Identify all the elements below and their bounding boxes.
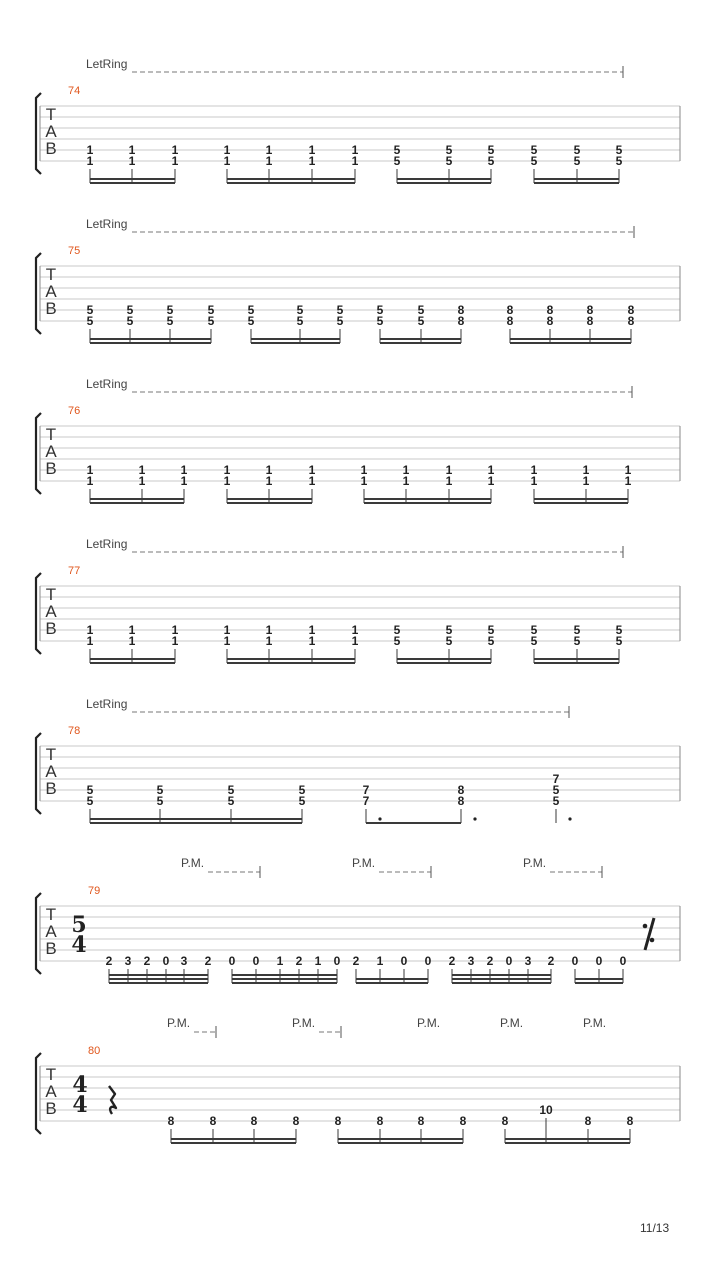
tab-clef-letter: B bbox=[45, 299, 57, 318]
fret-number: 1 bbox=[530, 463, 538, 477]
fret-number: 1 bbox=[360, 463, 368, 477]
fret-number: 1 bbox=[171, 143, 179, 157]
fret-number: 1 bbox=[376, 954, 384, 968]
fret-number: 5 bbox=[207, 314, 215, 328]
fret-number: 5 bbox=[376, 314, 384, 328]
fret-number: 8 bbox=[506, 303, 514, 317]
let-ring-label: LetRing bbox=[86, 217, 128, 231]
fret-number: 1 bbox=[265, 143, 273, 157]
fret-number: 5 bbox=[445, 623, 453, 637]
fret-number: 8 bbox=[626, 1114, 634, 1128]
fret-number: 0 bbox=[228, 954, 236, 968]
fret-number: 5 bbox=[530, 154, 538, 168]
fret-number: 1 bbox=[265, 623, 273, 637]
tab-clef-letter: A bbox=[45, 122, 57, 141]
tab-clef-letter: A bbox=[45, 922, 57, 941]
fret-number: 5 bbox=[86, 794, 94, 808]
palm-mute-label: P.M. bbox=[417, 1016, 441, 1030]
fret-number: 5 bbox=[376, 303, 384, 317]
fret-number: 0 bbox=[595, 954, 603, 968]
fret-number: 5 bbox=[247, 314, 255, 328]
fret-number: 1 bbox=[138, 463, 146, 477]
fret-number: 1 bbox=[360, 474, 368, 488]
fret-number: 0 bbox=[252, 954, 260, 968]
fret-number: 5 bbox=[207, 303, 215, 317]
fret-number: 1 bbox=[128, 143, 136, 157]
fret-number: 1 bbox=[582, 474, 590, 488]
fret-number: 7 bbox=[362, 783, 370, 797]
fret-number: 1 bbox=[308, 463, 316, 477]
rhythm-dot bbox=[473, 817, 476, 820]
tab-clef-letter: A bbox=[45, 762, 57, 781]
fret-number: 5 bbox=[296, 314, 304, 328]
fret-number: 1 bbox=[351, 143, 359, 157]
fret-number: 2 bbox=[448, 954, 456, 968]
fret-number: 5 bbox=[296, 303, 304, 317]
tab-clef-letter: A bbox=[45, 1082, 57, 1101]
tab-clef-letter: A bbox=[45, 442, 57, 461]
fret-number: 1 bbox=[487, 474, 495, 488]
fret-number: 5 bbox=[227, 794, 235, 808]
fret-number: 5 bbox=[86, 783, 94, 797]
fret-number: 1 bbox=[86, 463, 94, 477]
tab-clef-letter: A bbox=[45, 602, 57, 621]
fret-number: 1 bbox=[308, 623, 316, 637]
fret-number: 0 bbox=[505, 954, 513, 968]
tab-clef-letter: A bbox=[45, 282, 57, 301]
fret-number: 5 bbox=[126, 314, 134, 328]
fret-number: 5 bbox=[487, 634, 495, 648]
fret-number: 8 bbox=[457, 794, 465, 808]
measure-number: 75 bbox=[68, 245, 81, 257]
fret-number: 1 bbox=[308, 474, 316, 488]
measure-number: 76 bbox=[68, 405, 81, 417]
fret-number: 8 bbox=[457, 314, 465, 328]
fret-number: 5 bbox=[615, 623, 623, 637]
fret-number: 7 bbox=[362, 794, 370, 808]
fret-number: 8 bbox=[250, 1114, 258, 1128]
fret-number: 2 bbox=[105, 954, 113, 968]
fret-number: 0 bbox=[400, 954, 408, 968]
fret-number: 1 bbox=[223, 474, 231, 488]
fret-number: 1 bbox=[351, 154, 359, 168]
fret-number: 1 bbox=[223, 623, 231, 637]
fret-number: 5 bbox=[393, 154, 401, 168]
fret-number: 5 bbox=[156, 794, 164, 808]
fret-number: 1 bbox=[530, 474, 538, 488]
fret-number: 1 bbox=[86, 634, 94, 648]
fret-number: 1 bbox=[402, 463, 410, 477]
repeat-sign-dot bbox=[643, 924, 648, 929]
fret-number: 5 bbox=[530, 634, 538, 648]
fret-number: 1 bbox=[180, 463, 188, 477]
palm-mute-label: P.M. bbox=[583, 1016, 607, 1030]
palm-mute-label: P.M. bbox=[167, 1016, 191, 1030]
fret-number: 5 bbox=[417, 314, 425, 328]
tab-clef-letter: B bbox=[45, 619, 57, 638]
fret-number: 1 bbox=[128, 154, 136, 168]
fret-number: 5 bbox=[227, 783, 235, 797]
fret-number: 1 bbox=[86, 154, 94, 168]
fret-number: 5 bbox=[487, 623, 495, 637]
fret-number: 1 bbox=[445, 474, 453, 488]
rhythm-dot bbox=[568, 817, 571, 820]
fret-number: 8 bbox=[292, 1114, 300, 1128]
tab-clef-letter: B bbox=[45, 1099, 57, 1118]
fret-number: 8 bbox=[627, 314, 635, 328]
fret-number: 8 bbox=[501, 1114, 509, 1128]
let-ring-label: LetRing bbox=[86, 697, 128, 711]
measure-number: 74 bbox=[68, 85, 81, 97]
tab-clef-letter: T bbox=[45, 1065, 57, 1084]
fret-number: 0 bbox=[619, 954, 627, 968]
fret-number: 1 bbox=[128, 634, 136, 648]
fret-number: 8 bbox=[586, 314, 594, 328]
repeat-sign-dot bbox=[650, 938, 655, 943]
fret-number: 5 bbox=[393, 623, 401, 637]
fret-number: 1 bbox=[86, 474, 94, 488]
fret-number: 8 bbox=[457, 303, 465, 317]
fret-number: 0 bbox=[571, 954, 579, 968]
fret-number: 1 bbox=[308, 143, 316, 157]
fret-number: 5 bbox=[393, 634, 401, 648]
fret-number: 1 bbox=[223, 154, 231, 168]
fret-number: 5 bbox=[417, 303, 425, 317]
fret-number: 1 bbox=[351, 634, 359, 648]
fret-number: 1 bbox=[314, 954, 322, 968]
repeat-sign bbox=[645, 918, 654, 950]
fret-number: 5 bbox=[445, 634, 453, 648]
fret-number: 5 bbox=[166, 303, 174, 317]
tab-clef-letter: B bbox=[45, 459, 57, 478]
page-number: 11/13 bbox=[640, 1221, 670, 1235]
fret-number: 8 bbox=[584, 1114, 592, 1128]
fret-number: 5 bbox=[247, 303, 255, 317]
fret-number: 1 bbox=[180, 474, 188, 488]
measure-number: 78 bbox=[68, 725, 81, 737]
fret-number: 3 bbox=[124, 954, 132, 968]
palm-mute-label: P.M. bbox=[523, 856, 547, 870]
fret-number: 5 bbox=[336, 303, 344, 317]
fret-number: 1 bbox=[265, 463, 273, 477]
fret-number: 8 bbox=[209, 1114, 217, 1128]
fret-number: 1 bbox=[171, 154, 179, 168]
tab-clef-letter: B bbox=[45, 139, 57, 158]
measure-number: 77 bbox=[68, 565, 81, 577]
fret-number: 5 bbox=[487, 154, 495, 168]
let-ring-label: LetRing bbox=[86, 377, 128, 391]
fret-number: 5 bbox=[86, 314, 94, 328]
fret-number: 1 bbox=[402, 474, 410, 488]
tab-clef-letter: T bbox=[45, 105, 57, 124]
fret-number: 2 bbox=[486, 954, 494, 968]
palm-mute-label: P.M. bbox=[352, 856, 376, 870]
fret-number: 1 bbox=[86, 143, 94, 157]
fret-number: 2 bbox=[547, 954, 555, 968]
fret-number: 8 bbox=[167, 1114, 175, 1128]
fret-number: 2 bbox=[143, 954, 151, 968]
let-ring-label: LetRing bbox=[86, 57, 128, 71]
fret-number: 2 bbox=[295, 954, 303, 968]
rhythm-dot bbox=[378, 817, 381, 820]
fret-number: 5 bbox=[336, 314, 344, 328]
fret-number: 5 bbox=[393, 143, 401, 157]
fret-number: 2 bbox=[204, 954, 212, 968]
fret-number: 5 bbox=[615, 143, 623, 157]
fret-number: 3 bbox=[467, 954, 475, 968]
measure-number: 79 bbox=[88, 885, 101, 897]
fret-number: 5 bbox=[615, 634, 623, 648]
fret-number: 1 bbox=[171, 623, 179, 637]
fret-number: 1 bbox=[308, 634, 316, 648]
fret-number: 0 bbox=[333, 954, 341, 968]
fret-number: 8 bbox=[334, 1114, 342, 1128]
fret-number: 1 bbox=[487, 463, 495, 477]
fret-number: 1 bbox=[128, 623, 136, 637]
fret-number: 1 bbox=[308, 154, 316, 168]
fret-number: 5 bbox=[573, 623, 581, 637]
fret-number: 5 bbox=[156, 783, 164, 797]
fret-number: 5 bbox=[298, 783, 306, 797]
tab-clef-letter: T bbox=[45, 265, 57, 284]
fret-number: 5 bbox=[86, 303, 94, 317]
fret-number: 5 bbox=[530, 623, 538, 637]
palm-mute-label: P.M. bbox=[292, 1016, 316, 1030]
fret-number: 5 bbox=[487, 143, 495, 157]
time-signature-top: 5 bbox=[71, 912, 87, 938]
fret-number: 1 bbox=[171, 634, 179, 648]
fret-number: 1 bbox=[624, 463, 632, 477]
palm-mute-label: P.M. bbox=[500, 1016, 524, 1030]
let-ring-label: LetRing bbox=[86, 537, 128, 551]
fret-number: 5 bbox=[126, 303, 134, 317]
fret-number: 5 bbox=[530, 143, 538, 157]
tab-clef-letter: T bbox=[45, 425, 57, 444]
fret-number: 0 bbox=[424, 954, 432, 968]
fret-number: 8 bbox=[457, 783, 465, 797]
fret-number: 1 bbox=[138, 474, 146, 488]
tab-clef-letter: B bbox=[45, 779, 57, 798]
tab-clef-letter: T bbox=[45, 745, 57, 764]
fret-number: 7 bbox=[552, 772, 560, 786]
fret-number: 1 bbox=[351, 623, 359, 637]
fret-number: 1 bbox=[445, 463, 453, 477]
fret-number: 1 bbox=[265, 634, 273, 648]
fret-number: 5 bbox=[445, 154, 453, 168]
tab-clef-letter: T bbox=[45, 905, 57, 924]
fret-number: 5 bbox=[445, 143, 453, 157]
fret-number: 3 bbox=[524, 954, 532, 968]
fret-number: 0 bbox=[162, 954, 170, 968]
fret-number: 8 bbox=[546, 314, 554, 328]
fret-number: 1 bbox=[223, 143, 231, 157]
fret-number: 8 bbox=[586, 303, 594, 317]
fret-number: 5 bbox=[552, 783, 560, 797]
tab-clef-letter: T bbox=[45, 585, 57, 604]
fret-number: 5 bbox=[552, 794, 560, 808]
fret-number: 1 bbox=[265, 474, 273, 488]
fret-number: 1 bbox=[582, 463, 590, 477]
fret-number: 10 bbox=[539, 1103, 553, 1117]
fret-number: 5 bbox=[573, 634, 581, 648]
time-signature-bottom: 4 bbox=[72, 1092, 88, 1118]
fret-number: 5 bbox=[573, 143, 581, 157]
fret-number: 1 bbox=[86, 623, 94, 637]
time-signature-top: 4 bbox=[72, 1072, 88, 1098]
fret-number: 2 bbox=[352, 954, 360, 968]
palm-mute-label: P.M. bbox=[181, 856, 205, 870]
fret-number: 1 bbox=[265, 154, 273, 168]
fret-number: 5 bbox=[166, 314, 174, 328]
fret-number: 8 bbox=[417, 1114, 425, 1128]
time-signature-bottom: 4 bbox=[71, 932, 87, 958]
fret-number: 8 bbox=[459, 1114, 467, 1128]
fret-number: 5 bbox=[615, 154, 623, 168]
fret-number: 5 bbox=[298, 794, 306, 808]
fret-number: 1 bbox=[223, 463, 231, 477]
fret-number: 1 bbox=[223, 634, 231, 648]
fret-number: 3 bbox=[180, 954, 188, 968]
fret-number: 1 bbox=[276, 954, 284, 968]
fret-number: 8 bbox=[506, 314, 514, 328]
measure-number: 80 bbox=[88, 1045, 101, 1057]
fret-number: 1 bbox=[624, 474, 632, 488]
fret-number: 8 bbox=[546, 303, 554, 317]
fret-number: 8 bbox=[376, 1114, 384, 1128]
fret-number: 5 bbox=[573, 154, 581, 168]
fret-number: 8 bbox=[627, 303, 635, 317]
tab-clef-letter: B bbox=[45, 939, 57, 958]
